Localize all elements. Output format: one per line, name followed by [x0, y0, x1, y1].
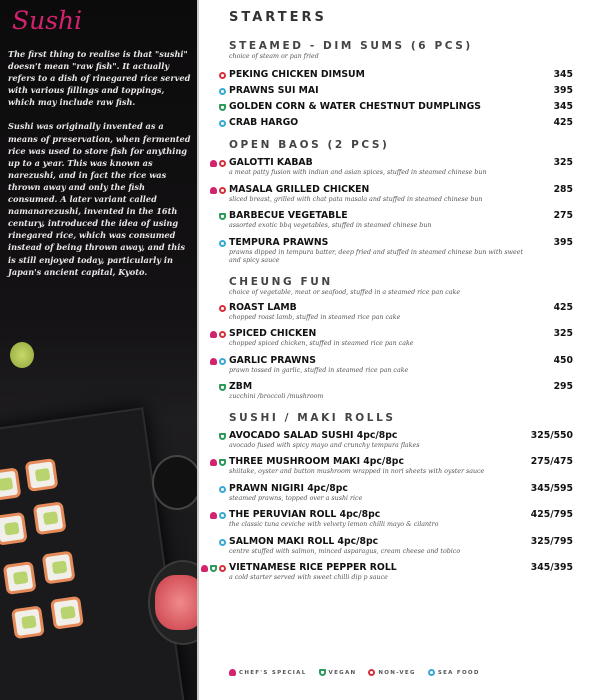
- section-title: STEAMED - DIM SUMS (6 PCS): [229, 40, 473, 52]
- diet-icons: [219, 120, 226, 127]
- vegan-icon: [219, 433, 226, 440]
- menu-item: [199, 237, 599, 266]
- menu-item: [199, 101, 599, 113]
- non-veg-icon: [219, 187, 226, 194]
- diet-icons: [219, 486, 226, 493]
- item-description: zucchini /broccoli /mushroom: [229, 393, 324, 400]
- item-price: 275/475: [530, 456, 573, 467]
- legend-item: [428, 669, 480, 676]
- item-name: GALOTTI KABAB: [229, 157, 313, 168]
- menu-section: [199, 412, 599, 583]
- seafood-icon: [219, 486, 226, 493]
- menu-item: [199, 430, 599, 451]
- item-name: GARLIC PRAWNS: [229, 354, 316, 366]
- diet-icons: [219, 539, 226, 546]
- item-price: 395: [553, 85, 573, 96]
- non-veg-icon: [219, 160, 226, 167]
- seafood-icon: [219, 358, 226, 365]
- vegan-icon: [219, 459, 226, 466]
- item-price: 425: [553, 301, 573, 313]
- diet-icons: [219, 305, 226, 312]
- intro-paragraph: The first thing to realise is that "sushi" doesn't mean "raw fish". It actually refers to a dish of rinegared rice served with various fillings and toppings, which may include raw fish.: [8, 49, 191, 108]
- item-description: centre stuffed with salmon, minced asparagus, cream cheese and tobico: [229, 547, 461, 555]
- intro-panel: [0, 0, 197, 700]
- diet-icons: [219, 433, 226, 440]
- menu-item: [199, 184, 599, 205]
- legend-item: [319, 669, 357, 676]
- seafood-icon: [219, 539, 226, 546]
- diet-icons: [219, 240, 226, 247]
- menu-item: [199, 562, 599, 583]
- menu-section: [199, 276, 599, 402]
- section-subtitle: choice of vegetable, meat or seafood, stuffed in a steamed rice pan cake: [229, 288, 461, 296]
- item-price: 325/795: [530, 535, 573, 547]
- menu-section: [199, 40, 599, 129]
- diet-icons: [210, 160, 226, 167]
- vegan-icon: [219, 384, 226, 391]
- item-description: the classic tuna ceviche with velvety lemon chilli mayo & cilantro: [229, 521, 439, 528]
- item-description: a cold starter served with sweet chilli dip p sauce: [229, 574, 388, 581]
- diet-icons: [210, 459, 226, 466]
- item-description: avocado fused with spicy mayo and crunchy tempura flakes: [229, 441, 420, 449]
- item-price: 325: [553, 157, 573, 168]
- sushi-tray-image: [0, 407, 185, 700]
- menu-item: [199, 69, 599, 81]
- diet-icons: [219, 213, 226, 220]
- vegan-icon: [219, 213, 226, 220]
- chef-hat-icon: [210, 187, 217, 194]
- item-price: 285: [553, 183, 573, 195]
- non-veg-icon: [219, 565, 226, 572]
- diet-icons: [201, 565, 226, 572]
- section-subtitle: choice of steam or pan fried: [229, 53, 319, 60]
- item-price: 275: [553, 210, 573, 221]
- item-description: prawns dipped in tempura batter, deep fried and stuffed in steamed chinese bun with sweet and spicy sauce: [229, 248, 524, 264]
- menu-item: [199, 328, 599, 349]
- legend-label: NON-VEG: [378, 669, 416, 676]
- chef-hat-icon: [210, 459, 217, 466]
- pickled-ginger-image: [155, 575, 197, 630]
- legend-item: [368, 669, 415, 676]
- non-veg-icon: [368, 669, 375, 676]
- menu-item: [199, 117, 599, 129]
- diet-icons: [219, 104, 226, 111]
- item-price: 425/795: [530, 509, 573, 520]
- diet-icons: [210, 512, 226, 519]
- vegan-icon: [219, 104, 226, 111]
- menu-item: [199, 536, 599, 557]
- intro-text: [8, 48, 194, 278]
- menu-sections: [199, 40, 599, 591]
- menu-item: [199, 210, 599, 231]
- non-veg-icon: [219, 72, 226, 79]
- menu-item: [199, 302, 599, 323]
- item-price: 295: [553, 381, 573, 392]
- seafood-icon: [219, 120, 226, 127]
- item-name: PRAWNS SUI MAI: [229, 85, 319, 96]
- non-veg-icon: [219, 331, 226, 338]
- item-name: VIETNAMESE RICE PEPPER ROLL: [229, 562, 397, 573]
- menu-item: [199, 355, 599, 376]
- item-name: ROAST LAMB: [229, 301, 297, 313]
- item-name: PEKING CHICKEN DIMSUM: [229, 69, 365, 80]
- item-price: 325: [553, 328, 573, 339]
- menu-item: [199, 509, 599, 530]
- legend-label: SEA FOOD: [437, 669, 480, 676]
- menu-item: [199, 483, 599, 504]
- diet-icons: [219, 88, 226, 95]
- diet-icons: [210, 187, 226, 194]
- menu-section: [199, 139, 599, 266]
- item-price: 450: [553, 354, 573, 366]
- item-description: sliced breast, grilled with chat pata masala and stuffed in steamed chinese bun: [229, 195, 483, 203]
- seafood-icon: [219, 240, 226, 247]
- item-description: steamed prawns, topped over a sushi rice: [229, 494, 363, 502]
- vegan-icon: [210, 565, 217, 572]
- panel-title: Sushi: [12, 6, 83, 35]
- legend-item: [229, 669, 307, 676]
- item-price: 325/550: [530, 429, 573, 441]
- menu-item: [199, 381, 599, 402]
- diet-icons: [219, 72, 226, 79]
- item-price: 345: [553, 69, 573, 80]
- item-name: ZBM: [229, 381, 253, 392]
- item-price: 395: [553, 236, 573, 248]
- chef-hat-icon: [201, 565, 208, 572]
- section-title: CHEUNG FUN: [229, 275, 333, 288]
- chef-hat-icon: [210, 331, 217, 338]
- item-name: SALMON MAKI ROLL 4pc/8pc: [229, 535, 379, 547]
- item-description: chopped spiced chicken, stuffed in steamed rice pan cake: [229, 340, 414, 347]
- section-title: SUSHI / MAKI ROLLS: [229, 411, 396, 424]
- non-veg-icon: [219, 305, 226, 312]
- icon-legend: [229, 669, 480, 676]
- item-name: PRAWN NIGIRI 4pc/8pc: [229, 482, 348, 494]
- item-price: 345: [553, 101, 573, 112]
- item-name: SPICED CHICKEN: [229, 328, 317, 339]
- item-description: a meat patty fusion with indian and asian spices, stuffed in steamed chinese bun: [229, 169, 487, 176]
- legend-label: CHEF'S SPECIAL: [239, 669, 307, 676]
- item-name: MASALA GRILLED CHICKEN: [229, 183, 370, 195]
- menu-item: [199, 85, 599, 97]
- chef-hat-icon: [229, 669, 236, 676]
- seafood-icon: [219, 512, 226, 519]
- chef-hat-icon: [210, 358, 217, 365]
- seafood-icon: [428, 669, 435, 676]
- item-description: shiitake, oyster and button mushroom wrapped in nori sheets with oyster sauce: [229, 468, 485, 475]
- menu-item: [199, 157, 599, 178]
- menu-panel: [197, 0, 600, 700]
- item-name: GOLDEN CORN & WATER CHESTNUT DUMPLINGS: [229, 101, 481, 112]
- item-name: THE PERUVIAN ROLL 4pc/8pc: [229, 509, 381, 520]
- diet-icons: [210, 331, 226, 338]
- chef-hat-icon: [210, 512, 217, 519]
- item-price: 345/395: [530, 562, 573, 573]
- legend-label: VEGAN: [328, 669, 357, 676]
- menu-item: [199, 456, 599, 477]
- item-name: AVOCADO SALAD SUSHI 4pc/8pc: [229, 429, 398, 441]
- chef-hat-icon: [210, 160, 217, 167]
- diet-icons: [210, 358, 226, 365]
- wasabi-image: [10, 342, 34, 368]
- intro-paragraph: Sushi was originally invented as a means of preservation, when fermented rice was used to store fish for anything up to a year. This was known as narezushi, and in fact the rice was thrown away and only the fish consumed. A later variant called namanarezushi, invented in the 16th century, introduced the idea of using rinegared rice, which was consumed instead of being thrown away, and this is still enjoyed today, particularly in Japan's ancient capital, Kyoto.: [8, 121, 191, 277]
- item-name: THREE MUSHROOM MAKI 4pc/8pc: [229, 456, 404, 467]
- item-price: 425: [553, 117, 573, 128]
- item-description: prawn tossed in garlic, stuffed in steamed rice pan cake: [229, 366, 409, 374]
- item-price: 345/595: [530, 482, 573, 494]
- menu-heading: STARTERS: [229, 10, 327, 25]
- item-description: chopped roast lamb, stuffed in steamed rice pan cake: [229, 313, 401, 321]
- section-title: OPEN BAOS (2 PCS): [229, 139, 390, 151]
- vegan-icon: [319, 669, 326, 676]
- diet-icons: [219, 384, 226, 391]
- item-name: TEMPURA PRAWNS: [229, 236, 329, 248]
- item-description: assorted exotic bbq vegetables, stuffed in steamed chinese bun: [229, 222, 432, 229]
- item-name: CRAB HARGO: [229, 117, 299, 128]
- sauce-cup-image: [152, 455, 197, 510]
- item-name: BARBECUE VEGETABLE: [229, 210, 348, 221]
- seafood-icon: [219, 88, 226, 95]
